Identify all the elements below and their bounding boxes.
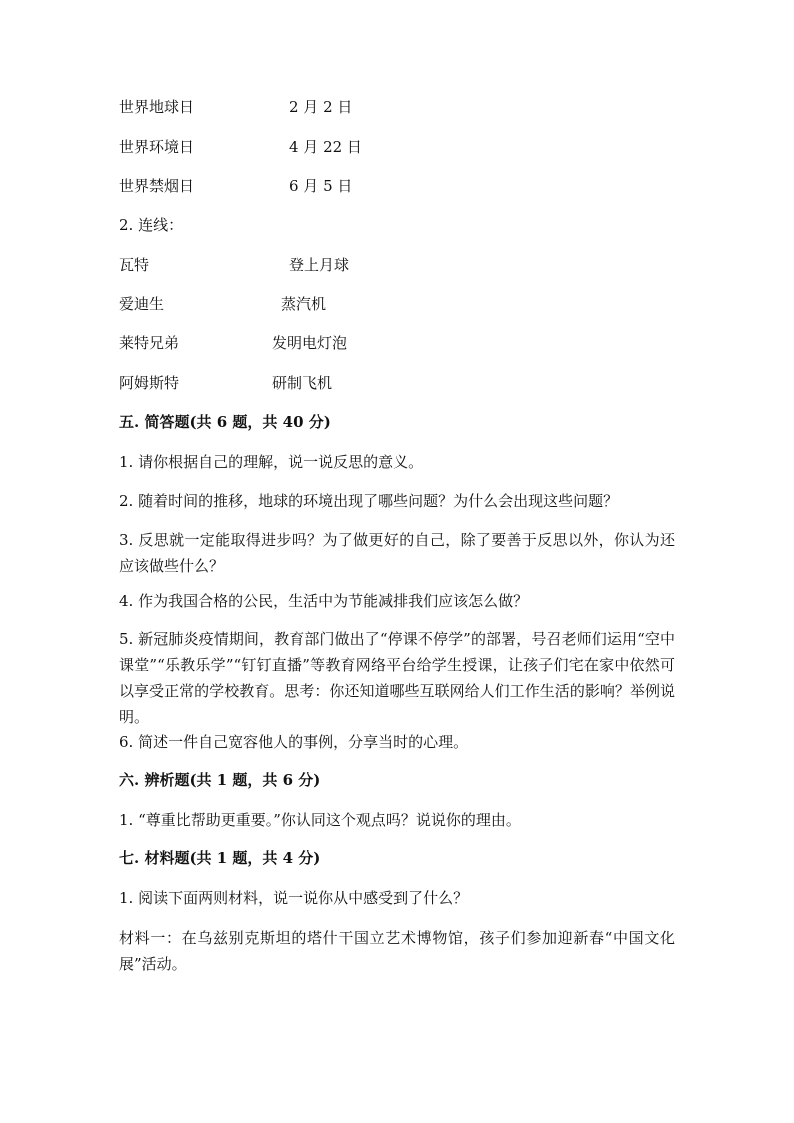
- section5-question-4: 4. 作为我国合格的公民，生活中为节能减排我们应该怎么做？: [119, 592, 529, 610]
- match2-left-4: 阿姆斯特: [119, 374, 180, 392]
- match2-right-1: 登上月球: [289, 256, 350, 274]
- section7-question-1: 1. 阅读下面两则材料，说一说你从中感受到了什么？: [119, 889, 469, 907]
- section7-material-1: 材料一：在乌兹别克斯坦的塔什干国立艺术博物馆，孩子们参加迎新春“中国文化展”活动。: [119, 929, 675, 973]
- section7-heading: 七. 材料题(共 1 题，共 4 分): [119, 849, 321, 867]
- match1-right-2: 4 月 22 日: [289, 138, 362, 156]
- match1-left-2: 世界环境日: [119, 138, 195, 156]
- match2-right-2: 蒸汽机: [281, 295, 327, 313]
- match2-right-3: 发明电灯泡: [272, 334, 348, 352]
- match2-right-4: 研制飞机: [272, 374, 333, 392]
- section6-question-1: 1. “尊重比帮助更重要。”你认同这个观点吗？说说你的理由。: [119, 811, 521, 829]
- section5-question-2: 2. 随着时间的推移，地球的环境出现了哪些问题？为什么会出现这些问题？: [119, 492, 619, 510]
- match1-left-3: 世界禁烟日: [119, 177, 195, 195]
- match2-left-2: 爱迪生: [119, 295, 165, 313]
- section5-question-1: 1. 请你根据自己的理解，说一说反思的意义。: [119, 453, 424, 471]
- match1-left-1: 世界地球日: [119, 98, 195, 116]
- section5-heading: 五. 简答题(共 6 题，共 40 分): [119, 413, 331, 431]
- section5-question-3: 3. 反思就一定能取得进步吗？为了做更好的自己，除了要善于反思以外，你认为还应该做些什么？: [119, 531, 675, 575]
- match2-left-1: 瓦特: [119, 256, 150, 274]
- match2-title: 2. 连线：: [119, 216, 184, 234]
- section6-heading: 六. 辨析题(共 1 题，共 6 分): [119, 771, 321, 789]
- section5-question-6: 6. 简述一件自己宽容他人的事例，分享当时的心理。: [119, 733, 469, 751]
- match1-right-3: 6 月 5 日: [289, 177, 353, 195]
- match2-left-3: 莱特兄弟: [119, 334, 180, 352]
- match1-right-1: 2 月 2 日: [289, 98, 353, 116]
- section5-question-5: 5. 新冠肺炎疫情期间，教育部门做出了“停课不停学”的部署，号召老师们运用“空中课堂”“乐教乐学”“钉钉直播”等教育网络平台给学生授课，让孩子们宅在家中依然可以享受正常的学校教育。思考：你还知道哪些互联网给人们工作生活的影响？举例说明。: [119, 630, 675, 726]
